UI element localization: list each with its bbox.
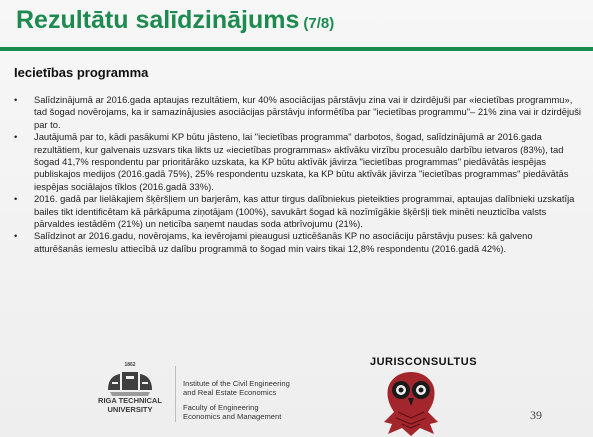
jurisconsultus-logo-text: JURISCONSULTUS — [370, 356, 478, 368]
bullet-item: • Salīdzinot ar 2016.gadu, novērojams, ka ievērojami pieaugusi uzticēšanās KP no asociāciju pārstāvju puses: kā galveno atturēšanās iemeslu attiecībā uz dalību programmā to šogad min vairs tikai 12,8% respondentu (2016.gadā 42%). — [12, 230, 582, 255]
bullet-item: • Salīdzinājumā ar 2016.gada aptaujas rezultātiem, kur 40% asociācijas pārstāvju zina vai ir dzirdējuši par «iecietības programmu», tad šogad novērojams, ka ir samazinājusies asociācijas pārstāvju informētība par "iecietības programmu"– 21% zina vai ir dzirdējuši par to. — [12, 94, 582, 131]
rtu-name — [92, 396, 168, 414]
institute-line2: and Real Estate Economics — [183, 388, 277, 397]
slide-subtitle: Iecietības programma — [14, 65, 149, 80]
owl-logo-icon — [368, 370, 454, 436]
bullet-item: • 2016. gadā par lielākajiem šķēršļiem un barjerām, kas attur tirgus dalībniekus pieteikties programmai, aptaujas dalībnieki uzskatīja bailes tikt identificētam kā pārkāpuma ziņotājam (100%), savukārt šogad kā nozīmīgākie šķēršļi tiek minēti neuzticība valsts pārvaldes iestādēm (21%) un neticība saņemt naudas soda atbrīvojumu (21%). — [12, 193, 582, 230]
footer-divider — [175, 366, 176, 422]
faculty-line1: Faculty of Engineering — [183, 403, 259, 412]
rtu-logo — [98, 362, 162, 428]
institute-text — [183, 379, 290, 421]
bullet-list — [12, 94, 582, 255]
rtu-name-line1: RIGA TECHNICAL — [98, 396, 162, 405]
slide-footer — [0, 352, 593, 437]
institute-line1: Institute of the Civil Engineering — [183, 379, 290, 388]
rtu-name-line2: UNIVERSITY — [107, 405, 153, 414]
title-underline — [0, 47, 593, 51]
slide-title-text: Rezultātu salīdzinājums — [16, 6, 300, 34]
page-number: 39 — [530, 408, 542, 422]
slide-title-page: (7/8) — [303, 15, 335, 32]
rtu-year: 1862 — [124, 362, 136, 368]
slide-title — [16, 6, 334, 35]
faculty-line2: Economics and Management — [183, 412, 282, 421]
bullet-item: • Jautājumā par to, kādi pasākumi KP būtu jāsteno, lai "iecietības programma" darbotos, šogad, salīdzinājumā ar 2016.gada rezultātiem, kur galvenais uzsvars tika likts uz «iecietības programmas» aktīvāku virzību procesuālo darbību ietvaros (83%), tad šogad 41,7% respondentu par prioritārāko uzskata, ka KP būtu aktīvāk jāvirza "iecietības programmas" piedāvātās iespējas publiskajos medijos (2016.gadā 75%), 25% respondentu uzskata, ka KP būtu aktīvāk jāvirza "iecietības programmas" piedāvātās iespējas sociālajos tīklos (2016.gadā 33%). — [12, 131, 582, 193]
